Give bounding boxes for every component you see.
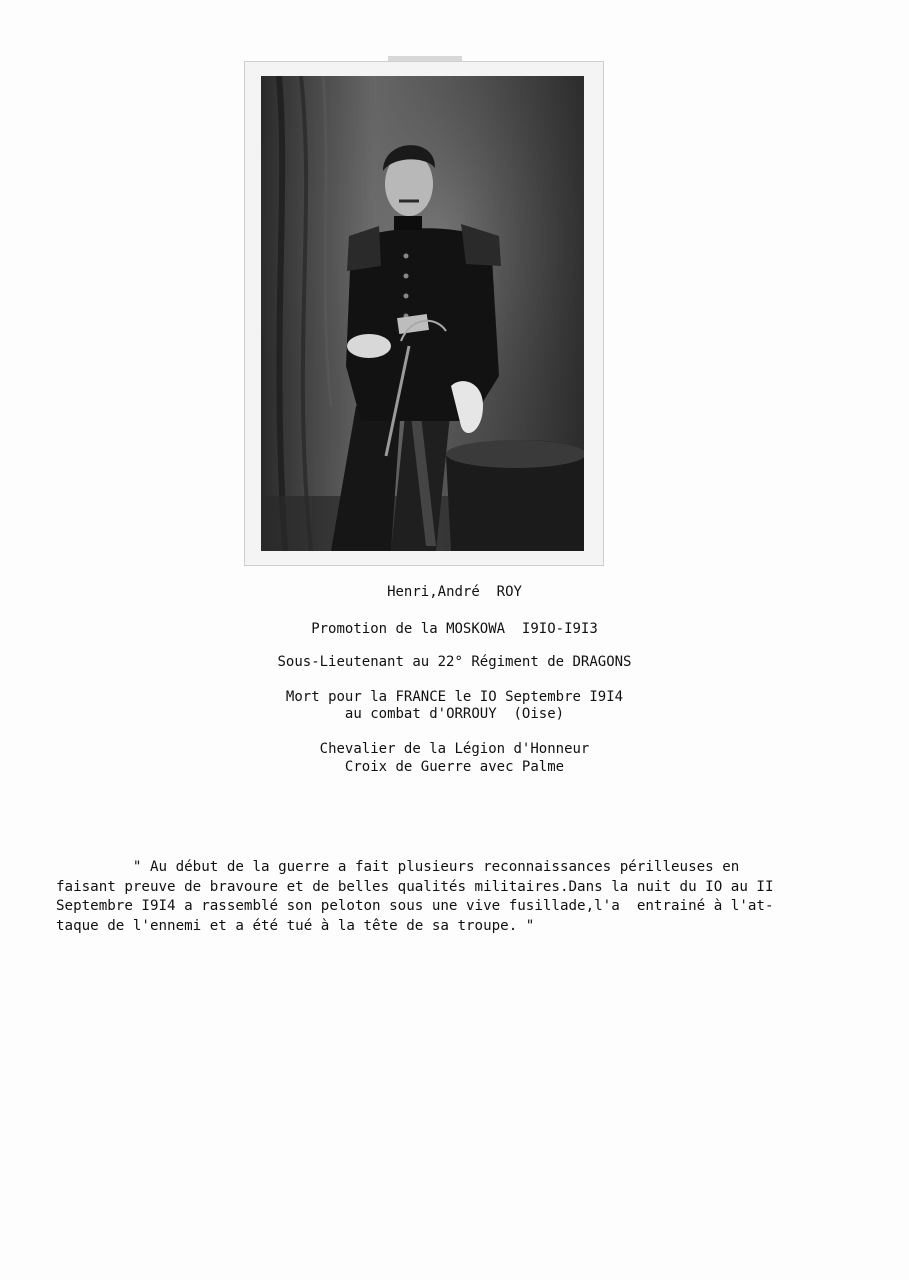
promotion-line: Promotion de la MOSKOWA I9IO-I9I3 [311,621,598,637]
citation-line: faisant preuve de bravoure et de belles qualités militaires.Dans la nuit du IO au II [56,878,774,895]
portrait-photograph [261,76,584,551]
citation-line: taque de l'ennemi et a été tué à la tête de sa troupe. " [56,917,535,934]
citation-line: " Au début de la guerre a fait plusieurs reconnaissances périlleuses en [56,859,740,875]
honour-line-2: Croix de Guerre avec Palme [344,759,565,775]
citation-line: Septembre I9I4 a rassemblé son peloton sous une vive fusillade,l'a entrainé à l'at- [56,898,774,914]
subject-name: Henri,André ROY [387,584,522,600]
photo-mount [244,61,604,566]
rank-line: Sous-Lieutenant au 22° Régiment de DRAGONS [277,654,632,670]
portrait-image [261,76,584,551]
honour-line-1: Chevalier de la Légion d'Honneur [319,741,590,757]
death-line-2: au combat d'ORROUY (Oise) [344,706,565,722]
citation-paragraph [56,858,791,936]
death-line-1: Mort pour la FRANCE le IO Septembre I9I4 [285,689,624,705]
